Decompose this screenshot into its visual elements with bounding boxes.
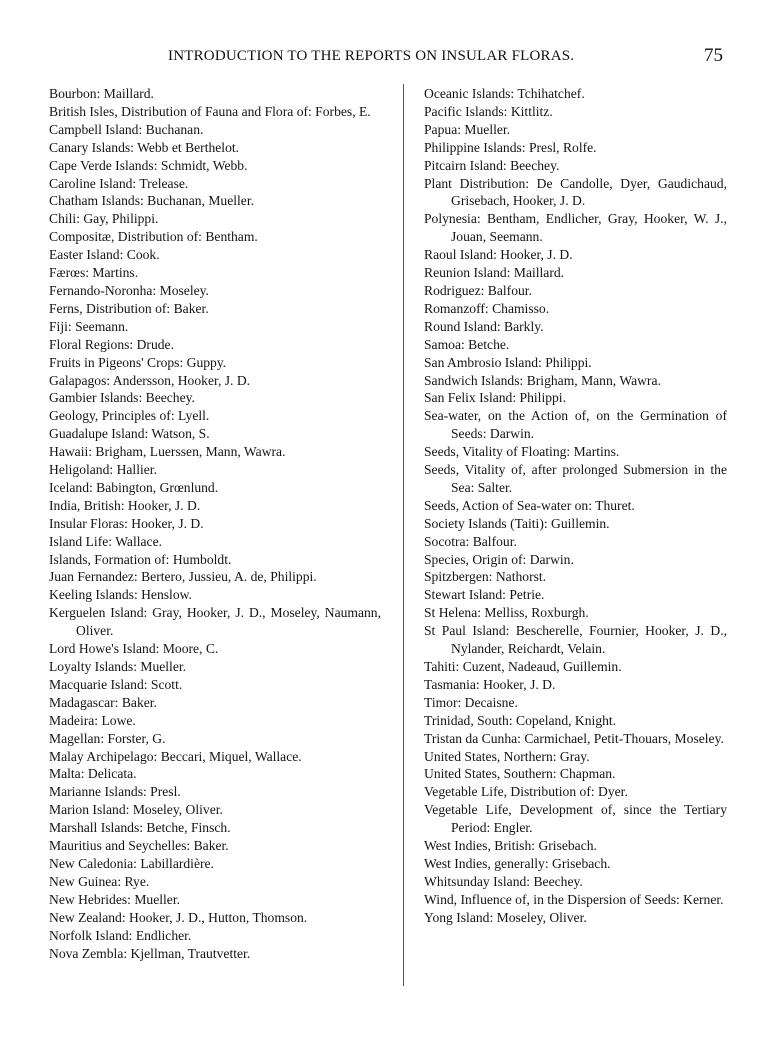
index-entry: Madagascar: Baker. [49, 694, 157, 710]
index-entry: Seeds, Action of Sea-water on: Thuret. [424, 497, 635, 513]
index-entry: Raoul Island: Hooker, J. D. [424, 247, 573, 263]
index-entry: Spitzbergen: Nathorst. [424, 569, 547, 585]
index-entry: Sandwich Islands: Brigham, Mann, Wawra. [424, 372, 661, 388]
index-entry: Samoa: Betche. [424, 336, 510, 352]
index-entry: Macquarie Island: Scott. [49, 676, 183, 692]
index-entry: Floral Regions: Drude. [49, 336, 174, 352]
index-entry: United States, Northern: Gray. [424, 748, 590, 764]
index-entry: Stewart Island: Petrie. [424, 587, 545, 603]
index-entry: Juan Fernandez: Bertero, Jussieu, A. de, Philippi. [49, 569, 317, 585]
index-entry: Cape Verde Islands: Schmidt, Webb. [49, 157, 248, 173]
index-entry: Fernando-Noronha: Moseley. [49, 282, 209, 298]
index-entry: San Felix Island: Philippi. [424, 390, 566, 406]
index-entry: Heligoland: Hallier. [49, 462, 157, 478]
index-entry: Campbell Island: Buchanan. [49, 121, 204, 137]
index-entry: Malta: Delicata. [49, 766, 137, 782]
index-entry: Bourbon: Maillard. [49, 86, 154, 101]
index-entry: Canary Islands: Webb et Berthelot. [49, 139, 240, 155]
index-entry: New Hebrides: Mueller. [49, 891, 180, 907]
index-entry: Nova Zembla: Kjellman, Trautvetter. [49, 945, 251, 961]
index-entry: St Paul Island: Bescherelle, Fournier, Hooker, J. D., Nylander, Reichardt, Velain. [424, 623, 727, 657]
index-entry: Marshall Islands: Betche, Finsch. [49, 820, 231, 836]
index-entry: Society Islands (Taiti): Guillemin. [424, 515, 610, 531]
index-entry: Trinidad, South: Copeland, Knight. [424, 712, 617, 728]
index-entry: Pacific Islands: Kittlitz. [424, 103, 553, 119]
index-entry: St Helena: Melliss, Roxburgh. [424, 605, 589, 621]
index-entry: Islands, Formation of: Humboldt. [49, 551, 232, 567]
index-entry: Polynesia: Bentham, Endlicher, Gray, Hooker, W. J., Jouan, Seemann. [424, 211, 727, 245]
index-entry: Wind, Influence of, in the Dispersion of Seeds: Kerner. [424, 891, 724, 907]
index-entry: Tristan da Cunha: Carmichael, Petit-Thouars, Moseley. [424, 730, 724, 746]
index-entry: Hawaii: Brigham, Luerssen, Mann, Wawra. [49, 444, 286, 460]
index-entry: India, British: Hooker, J. D. [49, 497, 201, 513]
index-entry: Fiji: Seemann. [49, 318, 129, 334]
index-entry: Tasmania: Hooker, J. D. [424, 676, 556, 692]
index-entry: New Zealand: Hooker, J. D., Hutton, Thomson. [49, 909, 308, 925]
index-entry: Færœs: Martins. [49, 265, 139, 281]
index-entry: Galapagos: Andersson, Hooker, J. D. [49, 372, 251, 388]
index-entry: Vegetable Life, Development of, since the Tertiary Period: Engler. [424, 802, 727, 836]
index-entry: Guadalupe Island: Watson, S. [49, 426, 210, 442]
index-entry: Chatham Islands: Buchanan, Mueller. [49, 193, 254, 209]
index-entry: Keeling Islands: Henslow. [49, 587, 192, 603]
index-entry: Marianne Islands: Presl. [49, 784, 181, 800]
index-entry: Philippine Islands: Presl, Rolfe. [424, 139, 597, 155]
index-entry: Whitsunday Island: Beechey. [424, 873, 583, 889]
index-entry: Round Island: Barkly. [424, 318, 544, 334]
index-entry: Iceland: Babington, Grœnlund. [49, 479, 219, 495]
index-entry: Species, Origin of: Darwin. [424, 551, 574, 567]
index-entry: Reunion Island: Maillard. [424, 265, 565, 281]
column-divider [403, 84, 404, 986]
page-number: 75 [704, 45, 723, 66]
index-entry: Yong Island: Moseley, Oliver. [424, 909, 587, 925]
index-entry: Lord Howe's Island: Moore, C. [49, 641, 219, 657]
index-entry: Pitcairn Island: Beechey. [424, 157, 560, 173]
index-entry: British Isles, Distribution of Fauna and Flora of: Forbes, E. [49, 103, 371, 119]
index-entry: Fruits in Pigeons' Crops: Guppy. [49, 354, 227, 370]
index-entry: Timor: Decaisne. [424, 694, 518, 710]
index-entry: Papua: Mueller. [424, 121, 511, 137]
index-entry: Norfolk Island: Endlicher. [49, 927, 192, 943]
index-entry: Sea-water, on the Action of, on the Germination of Seeds: Darwin. [424, 408, 727, 442]
right-index-column [424, 85, 727, 927]
index-entry: Easter Island: Cook. [49, 247, 160, 263]
index-entry: Ferns, Distribution of: Baker. [49, 300, 209, 316]
index-entry: Oceanic Islands: Tchihatchef. [424, 86, 585, 101]
index-entry: United States, Southern: Chapman. [424, 766, 616, 782]
index-entry: Vegetable Life, Distribution of: Dyer. [424, 784, 628, 800]
index-entry: Tahiti: Cuzent, Nadeaud, Guillemin. [424, 659, 622, 674]
index-entry: Seeds, Vitality of, after prolonged Submersion in the Sea: Salter. [424, 462, 727, 495]
index-entry: Romanzoff: Chamisso. [424, 300, 550, 316]
index-entry: Caroline Island: Trelease. [49, 175, 189, 191]
index-entry: Insular Floras: Hooker, J. D. [49, 515, 204, 531]
index-entry: New Guinea: Rye. [49, 873, 150, 889]
index-entry: Geology, Principles of: Lyell. [49, 408, 210, 424]
index-entry: San Ambrosio Island: Philippi. [424, 354, 592, 370]
index-entry: Rodriguez: Balfour. [424, 282, 532, 298]
index-entry: Malay Archipelago: Beccari, Miquel, Wallace. [49, 748, 302, 764]
index-entry: West Indies, generally: Grisebach. [424, 855, 611, 871]
index-entry: Island Life: Wallace. [49, 533, 163, 549]
index-entry: Mauritius and Seychelles: Baker. [49, 838, 229, 854]
index-entry: Madeira: Lowe. [49, 712, 136, 728]
index-entry: Loyalty Islands: Mueller. [49, 659, 187, 674]
index-entry: Marion Island: Moseley, Oliver. [49, 802, 223, 818]
index-entry: Plant Distribution: De Candolle, Dyer, Gaudichaud, Grisebach, Hooker, J. D. [424, 175, 727, 209]
index-entry: Seeds, Vitality of Floating: Martins. [424, 444, 620, 460]
index-entry: Socotra: Balfour. [424, 533, 517, 549]
index-entry: Gambier Islands: Beechey. [49, 390, 195, 406]
index-entry: West Indies, British: Grisebach. [424, 838, 597, 854]
running-title: INTRODUCTION TO THE REPORTS ON INSULAR FLORAS. [168, 48, 575, 64]
index-entry: Compositæ, Distribution of: Bentham. [49, 229, 258, 245]
index-entry: Chili: Gay, Philippi. [49, 211, 159, 227]
left-index-column [49, 85, 381, 962]
index-entry: Kerguelen Island: Gray, Hooker, J. D., Moseley, Naumann, Oliver. [49, 605, 381, 639]
index-entry: Magellan: Forster, G. [49, 730, 166, 746]
index-entry: New Caledonia: Labillardière. [49, 855, 214, 871]
